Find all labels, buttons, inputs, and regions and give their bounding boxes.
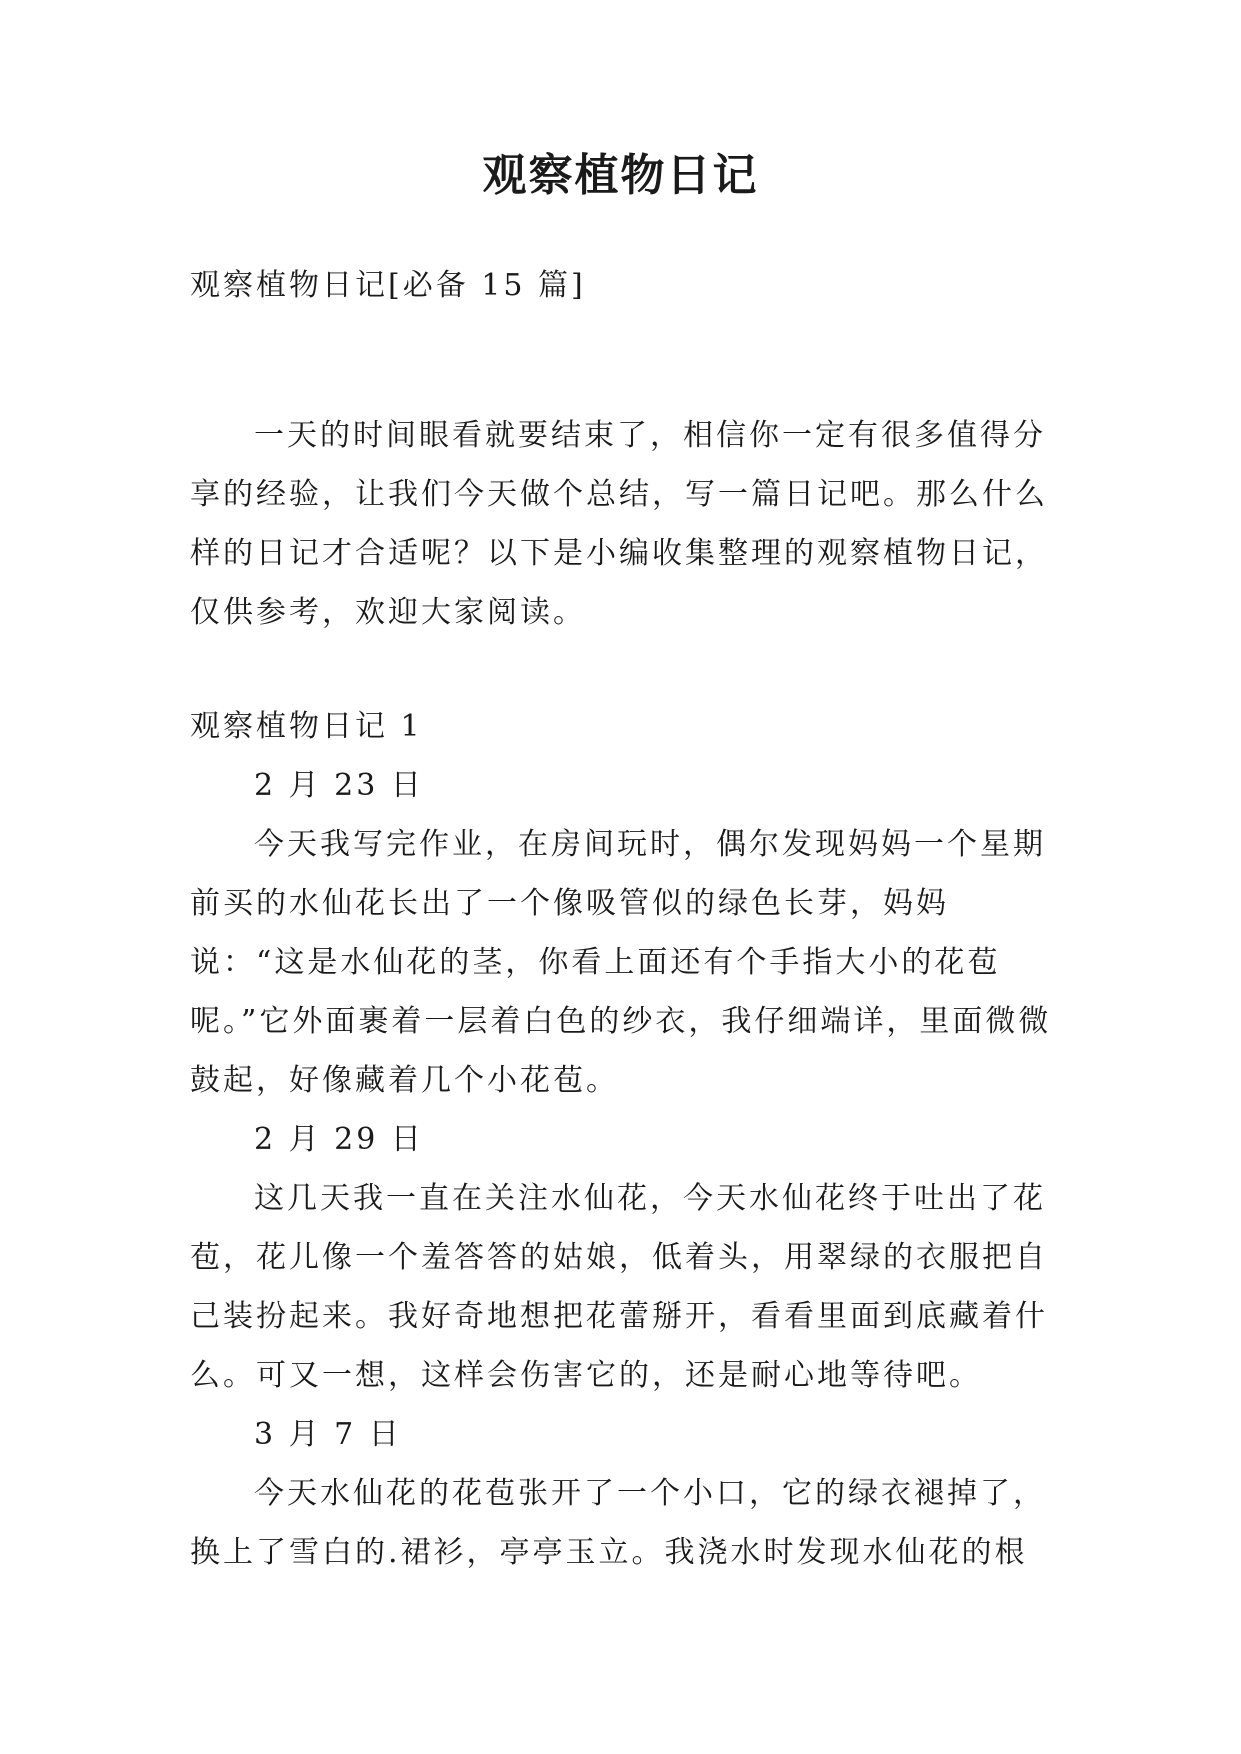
diary-section bbox=[190, 697, 1060, 1582]
document-title: 观察植物日记 bbox=[482, 150, 759, 201]
entry-date: 2 月 29 日 bbox=[254, 1122, 424, 1157]
entry-paragraph: 今天我写完作业，在房间玩时，偶尔发现妈妈一个星期前买的水仙花长出了一个像吸管似的绿色长芽，妈妈说：“这是水仙花的茎，你看上面还有个手指大小的花苞呢。”它外面裹着一层着白色的纱衣，我仔细端详，里面微微鼓起，好像藏着几个小花苞。 bbox=[190, 827, 1052, 1098]
entry-date: 3 月 7 日 bbox=[254, 1417, 402, 1452]
section-heading: 观察植物日记 1 bbox=[190, 709, 423, 744]
entry-date: 2 月 23 日 bbox=[254, 768, 424, 803]
entry-paragraph: 这几天我一直在关注水仙花，今天水仙花终于吐出了花苞，花儿像一个羞答答的姑娘，低着头，用翠绿的衣服把自己装扮起来。我好奇地想把花蕾掰开，看看里面到底藏着什么。可又一想，这样会伤害它的，还是耐心地等待吧。 bbox=[190, 1181, 1048, 1393]
document-subtitle: 观察植物日记[必备 15 篇] bbox=[190, 268, 586, 303]
intro-paragraph: 一天的时间眼看就要结束了，相信你一定有很多值得分享的经验，让我们今天做个总结，写一篇日记吧。那么什么样的日记才合适呢？以下是小编收集整理的观察植物日记，仅供参考，欢迎大家阅读。 bbox=[190, 418, 1048, 630]
entry-paragraph: 今天水仙花的花苞张开了一个小口，它的绿衣褪掉了，换上了雪白的.裙衫，亭亭玉立。我浇水时发现水仙花的根 bbox=[190, 1476, 1046, 1570]
